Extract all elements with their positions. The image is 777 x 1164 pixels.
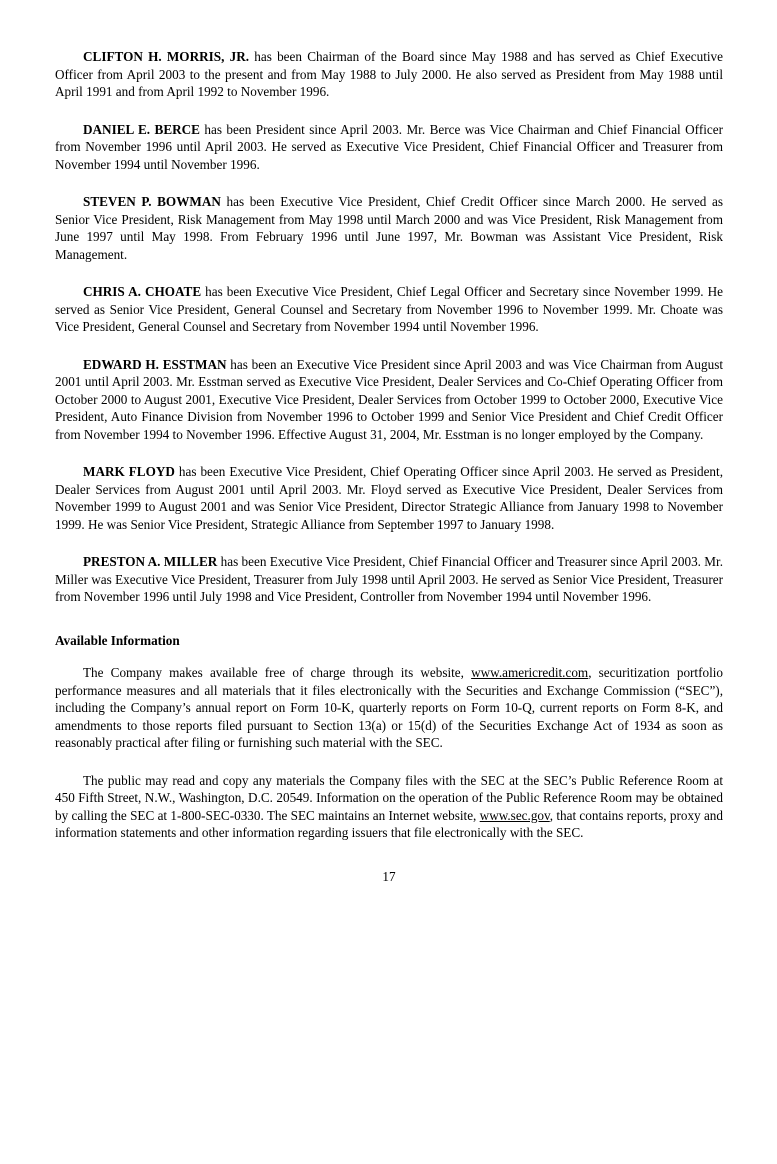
paragraph-text: , that contains reports, proxy and information statements and other information regarding issuers that file electronically with the SEC. — [55, 807, 723, 840]
bio-paragraph-berce — [55, 121, 723, 174]
available-info-paragraph-2 — [55, 772, 723, 842]
bio-text: has been an Executive Vice President since April 2003 and was Vice Chairman from August 2001 until April 2003. Mr. Esstman served as Executive Vice President, Dealer Services and Co-Chief Operating Officer from October 2000 to August 2001, Executive Vice President, Dealer Services from October 1999 to October 2000, Executive Vice President, Auto Finance Division from November 1996 to October 1999 and Senior Vice President and Chief Credit Officer from November 1994 to November 1996. Effective August 31, 2004, Mr. Esstman is no longer employed by the Company. — [55, 356, 723, 442]
bio-name: EDWARD H. ESSTMAN — [83, 356, 227, 372]
bio-paragraph-miller — [55, 553, 723, 606]
bio-name: PRESTON A. MILLER — [83, 554, 218, 569]
paragraph-text: The public may read and copy any materials the Company files with the SEC at the SEC’s Public Reference Room at 450 Fifth Street, N.W., Washington, D.C. 20549. Information on the operation of the Public Reference Room may be obtained by calling the SEC at 1-800-SEC-0330. The SEC maintains an Internet website, — [55, 772, 723, 823]
bio-name: DANIEL E. BERCE — [83, 121, 200, 137]
sec-website-link[interactable]: www.sec.gov — [479, 807, 550, 823]
bio-paragraph-choate — [55, 283, 723, 336]
bio-text: has been President since April 2003. Mr. Berce was Vice Chairman and Chief Financial Officer from November 1996 until April 2003. He served as Executive Vice President, Chief Financial Officer and Treasurer from November 1994 until November 1996. — [55, 121, 723, 172]
available-info-paragraph-1 — [55, 664, 723, 752]
americredit-website-link[interactable]: www.americredit.com — [471, 665, 589, 680]
bio-name: MARK FLOYD — [83, 464, 175, 479]
section-heading-available-information: Available Information — [55, 632, 180, 648]
bio-text: has been Executive Vice President, Chief Operating Officer since April 2003. He served as President, Dealer Services from August 2001 until April 2003. Mr. Floyd served as Executive Vice President, Dealer Services from November 1999 to August 2001 and was Senior Vice President, Director Strategic Alliance from January 1998 to November 1999. He was Senior Vice President, Strategic Alliance from September 1997 to January 1998. — [55, 464, 723, 532]
bio-paragraph-floyd — [55, 463, 723, 533]
bio-paragraph-bowman — [55, 193, 723, 263]
bio-text: has been Executive Vice President, Chief Credit Officer since March 2000. He served as Senior Vice President, Risk Management from May 1998 until March 2000 and was Vice President, Risk Management from June 1997 until May 1998. From February 1996 until June 1997, Mr. Bowman was Assistant Vice President, Risk Management. — [55, 194, 723, 262]
bio-text: has been Executive Vice President, Chief Legal Officer and Secretary since November 1999. He served as Senior Vice President, General Counsel and Secretary from November 1996 to November 1999. Mr. Choate was Vice President, General Counsel and Secretary from November 1994 until November 1996. — [55, 284, 724, 334]
bio-name: CLIFTON H. MORRIS, JR. — [83, 49, 250, 64]
bio-text: has been Chairman of the Board since May 1988 and has served as Chief Executive Officer from April 2003 to the present and from May 1988 to July 2000. He also served as President from May 1988 until April 1991 and from April 1992 to November 1996. — [55, 49, 723, 99]
bio-name: STEVEN P. BOWMAN — [83, 194, 221, 209]
bio-paragraph-morris — [55, 48, 723, 101]
page-number: 17 — [382, 868, 396, 884]
bio-paragraph-esstman — [55, 356, 723, 444]
paragraph-text: The Company makes available free of charge through its website, — [83, 665, 472, 680]
paragraph-text: , securitization portfolio performance measures and all materials that it files electronically with the Securities and Exchange Commission (“SEC”), including the Company’s annual report on Form 10-K, quarterly reports on Form 10-Q, current reports on Form 8-K, and amendments to those reports filed pursuant to Section 13(a) or 15(d) of the Securities Exchange Act of 1934 as soon as reasonably practical after filing or furnishing such material with the SEC. — [55, 665, 723, 750]
bio-name: CHRIS A. CHOATE — [83, 284, 202, 299]
bio-text: has been Executive Vice President, Chief Financial Officer and Treasurer since April 2003. Mr. Miller was Executive Vice President, Treasurer from July 1998 until April 2003. He served as Senior Vice President, Treasurer from November 1996 until July 1998 and Vice President, Controller from November 1994 until November 1996. — [55, 554, 723, 604]
